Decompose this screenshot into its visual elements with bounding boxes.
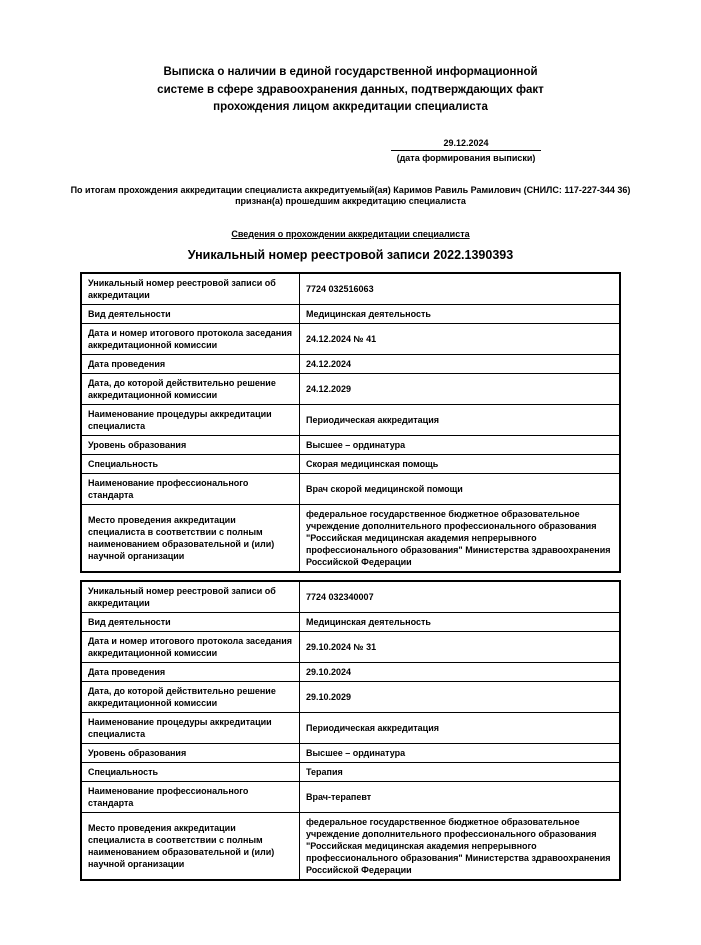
field-value: Периодическая аккредитация: [300, 404, 621, 435]
document-title-line: системе в сфере здравоохранения данных, подтверждающих факт: [157, 83, 544, 96]
table-row: [81, 762, 620, 781]
field-label: Наименование процедуры аккредитации специалиста: [81, 404, 300, 435]
field-value: федеральное государственное бюджетное образовательное учреждение дополнительного профессионального образования "Российская медицинская академия непрерывного профессионального образования" Министерства здравоохранения Российской Федерации: [300, 504, 621, 572]
extract-date-block: [391, 137, 541, 164]
field-value: федеральное государственное бюджетное образовательное учреждение дополнительного профессионального образования "Российская медицинская академия непрерывного профессионального образования" Министерства здравоохранения Российской Федерации: [300, 812, 621, 880]
field-label: Специальность: [81, 454, 300, 473]
field-label: Дата проведения: [81, 662, 300, 681]
field-value: 24.12.2024: [300, 354, 621, 373]
table-row: [81, 373, 620, 404]
field-label: Дата, до которой действительно решение аккредитационной комиссии: [81, 373, 300, 404]
field-label: Специальность: [81, 762, 300, 781]
table-row: [81, 304, 620, 323]
extract-date-caption: (дата формирования выписки): [396, 152, 536, 163]
field-label: Дата, до которой действительно решение аккредитационной комиссии: [81, 681, 300, 712]
table-row: [81, 781, 620, 812]
field-label: Вид деятельности: [81, 612, 300, 631]
table-row: [81, 473, 620, 504]
field-label: Место проведения аккредитации специалиста в соответствии с полным наименованием образовательной и (или) научной организации: [81, 812, 300, 880]
table-row: [81, 454, 620, 473]
field-label: Дата проведения: [81, 354, 300, 373]
field-label: Уровень образования: [81, 743, 300, 762]
field-label: Уникальный номер реестровой записи об аккредитации: [81, 581, 300, 613]
field-label: Уникальный номер реестровой записи об аккредитации: [81, 273, 300, 305]
accreditation-summary: По итогам прохождения аккредитации специалиста аккредитуемый(ая) Каримов Равиль Рамилович (СНИЛС: 117-227-344 36) признан(а) прошедшим аккредитацию специалиста: [70, 184, 631, 206]
field-value: Периодическая аккредитация: [300, 712, 621, 743]
field-value: 24.12.2029: [300, 373, 621, 404]
table-row: [81, 712, 620, 743]
table-row: [81, 273, 620, 305]
field-label: Дата и номер итогового протокола заседания аккредитационной комиссии: [81, 631, 300, 662]
field-label: Наименование профессионального стандарта: [81, 473, 300, 504]
extract-date: 29.12.2024: [391, 137, 541, 151]
document-page: [0, 64, 701, 945]
field-label: Наименование процедуры аккредитации специалиста: [81, 712, 300, 743]
table-row: [81, 354, 620, 373]
table-row: [81, 323, 620, 354]
table-row: [81, 631, 620, 662]
field-value: Высшее – ординатура: [300, 743, 621, 762]
table-row: [81, 743, 620, 762]
field-value: Врач скорой медицинской помощи: [300, 473, 621, 504]
field-label: Уровень образования: [81, 435, 300, 454]
section-heading: Сведения о прохождении аккредитации специалиста: [231, 228, 470, 239]
accreditation-table-1: [80, 272, 621, 573]
field-value: Медицинская деятельность: [300, 612, 621, 631]
field-value: Скорая медицинская помощь: [300, 454, 621, 473]
field-value: 24.12.2024 № 41: [300, 323, 621, 354]
accreditation-table-2: [80, 580, 621, 881]
registry-number-heading: Уникальный номер реестровой записи 2022.1390393: [187, 247, 514, 262]
field-value: Врач-терапевт: [300, 781, 621, 812]
field-value: Терапия: [300, 762, 621, 781]
field-label: Дата и номер итогового протокола заседания аккредитационной комиссии: [81, 323, 300, 354]
table-row: [81, 504, 620, 572]
field-value: 29.10.2024: [300, 662, 621, 681]
document-title-line: Выписка о наличии в единой государственной информационной: [163, 66, 538, 78]
field-label: Вид деятельности: [81, 304, 300, 323]
field-label: Наименование профессионального стандарта: [81, 781, 300, 812]
document-title: [136, 64, 566, 117]
table-row: [81, 404, 620, 435]
table-row: [81, 612, 620, 631]
table-row: [81, 662, 620, 681]
field-value: Высшее – ординатура: [300, 435, 621, 454]
table-row: [81, 435, 620, 454]
field-value: 7724 032340007: [300, 581, 621, 613]
field-label: Место проведения аккредитации специалиста в соответствии с полным наименованием образовательной и (или) научной организации: [81, 504, 300, 572]
table-row: [81, 681, 620, 712]
field-value: 29.10.2024 № 31: [300, 631, 621, 662]
table-row: [81, 581, 620, 613]
field-value: 7724 032516063: [300, 273, 621, 305]
document-title-line: прохождения лицом аккредитации специалиста: [213, 101, 488, 113]
field-value: 29.10.2029: [300, 681, 621, 712]
field-value: Медицинская деятельность: [300, 304, 621, 323]
table-row: [81, 812, 620, 880]
